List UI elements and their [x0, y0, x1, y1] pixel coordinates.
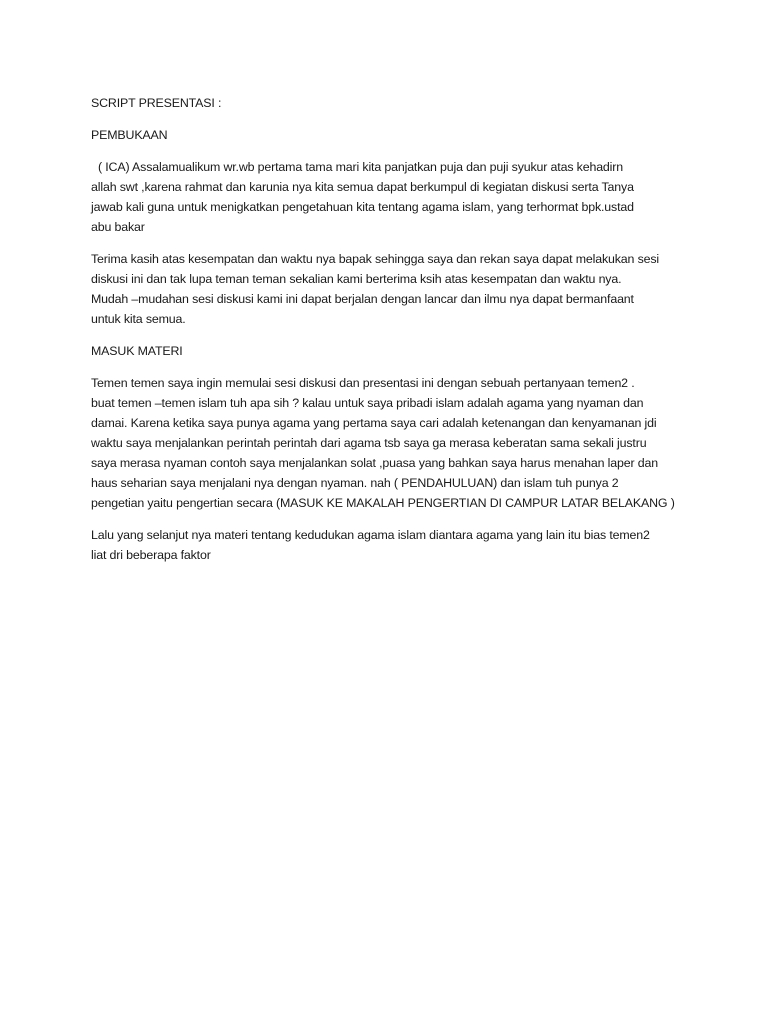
text-line: pengetian yaitu pengertian secara (MASUK KE MAKALAH PENGERTIAN DI CAMPUR LATAR BELAKANG ) — [91, 496, 675, 510]
text-line: ( ICA) Assalamualikum wr.wb pertama tama mari kita panjatkan puja dan puji syukur atas kehadirn — [98, 160, 623, 174]
document-body — [91, 93, 691, 577]
document-title: SCRIPT PRESENTASI : — [91, 96, 222, 110]
paragraph-material-intro — [91, 373, 691, 513]
text-line: waktu saya menjalankan perintah perintah dari agama tsb saya ga merasa keberatan sama sekali justru — [91, 436, 647, 450]
text-line: jawab kali guna untuk menigkatkan pengetahuan kita tentang agama islam, yang terhormat bpk.ustad — [91, 200, 634, 214]
text-line: Terima kasih atas kesempatan dan waktu nya bapak sehingga saya dan rekan saya dapat melakukan sesi — [91, 252, 660, 266]
section-heading-masuk-materi: MASUK MATERI — [91, 344, 183, 358]
text-line: Mudah –mudahan sesi diskusi kami ini dapat berjalan dengan lancar dan ilmu nya dapat bermanfaant — [91, 292, 634, 306]
text-line: Temen temen saya ingin memulai sesi diskusi dan presentasi ini dengan sebuah pertanyaan temen2 . — [91, 376, 635, 390]
text-line: haus seharian saya menjalani nya dengan nyaman. nah ( PENDAHULUAN) dan islam tuh punya 2 — [91, 476, 619, 490]
paragraph-next-material — [91, 525, 691, 565]
text-line: saya merasa nyaman contoh saya menjalankan solat ,puasa yang bahkan saya harus menahan laper dan — [91, 456, 658, 470]
section-heading-pembukaan: PEMBUKAAN — [91, 128, 168, 142]
text-line: Lalu yang selanjut nya materi tentang kedudukan agama islam diantara agama yang lain itu bias temen2 — [91, 528, 650, 542]
text-line: buat temen –temen islam tuh apa sih ? kalau untuk saya pribadi islam adalah agama yang nyaman dan — [91, 396, 644, 410]
paragraph-opening-greeting — [91, 157, 691, 237]
text-line: abu bakar — [91, 220, 145, 234]
text-line: diskusi ini dan tak lupa teman teman sekalian kami berterima ksih atas kesempatan dan waktu nya. — [91, 272, 622, 286]
text-line: damai. Karena ketika saya punya agama yang pertama saya cari adalah ketenangan dan kenyamanan jdi — [91, 416, 657, 430]
paragraph-thanks — [91, 249, 691, 329]
text-line: allah swt ,karena rahmat dan karunia nya kita semua dapat berkumpul di kegiatan diskusi serta Tanya — [91, 180, 634, 194]
text-line: liat dri beberapa faktor — [91, 548, 211, 562]
text-line: untuk kita semua. — [91, 312, 186, 326]
